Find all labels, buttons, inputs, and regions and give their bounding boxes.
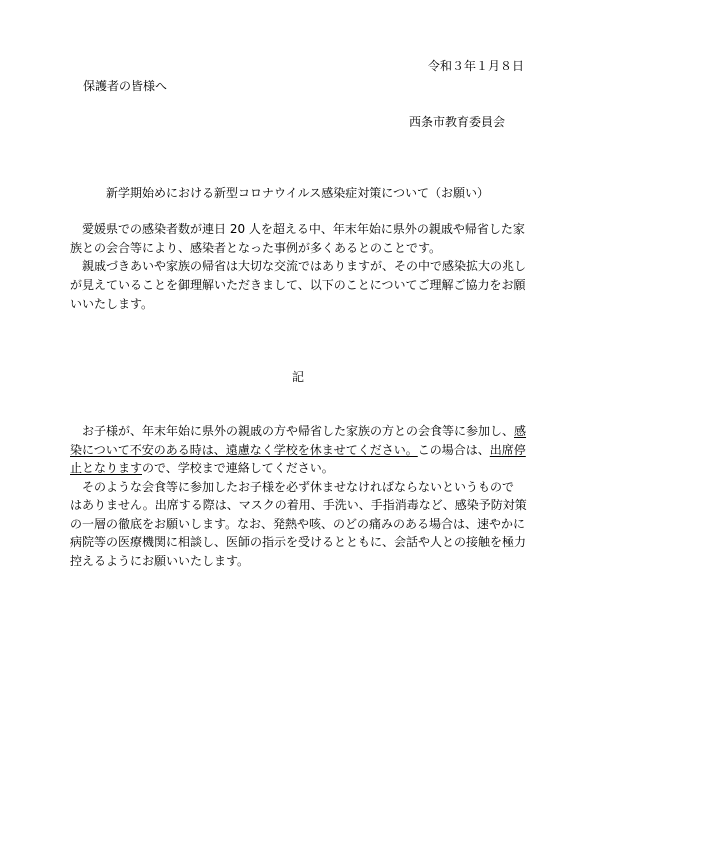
text-line: の一層の徹底をお願いします。なお、発熱や咳、のどの痛みのある場合は、速やかに — [70, 517, 526, 531]
text-line: 控えるようにお願いいたします。 — [70, 554, 250, 568]
text-line: いいたします。 — [70, 297, 154, 311]
text-span: お子様が、年末年始に県外の親戚の方や帰省した家族の方との会食等に参加し、 — [82, 424, 515, 438]
text-line: 愛媛県での感染者数が連日 20 人を超える中、年末年始に県外の親戚や帰省した家 — [82, 222, 525, 236]
underlined-text: 染について不安のある時は、遠慮なく学校を休ませてください。 — [70, 443, 418, 457]
underlined-text: 感 — [514, 424, 527, 438]
text-line: はありません。出席する際は、マスクの着用、手洗い、手指消毒など、感染予防対策 — [70, 498, 527, 512]
text-line: が見えていることを御理解いただきまして、以下のことについてご理解ご協力をお願 — [70, 278, 526, 292]
text-line: 族との会合等により、感染者となった事例が多くあるとのことです。 — [70, 241, 442, 255]
text-span: ので、学校まで連絡してください。 — [142, 461, 334, 475]
underlined-text: 止となります — [70, 461, 143, 475]
underlined-text: 出席停 — [489, 443, 526, 457]
date: 令和３年１月８日 — [428, 59, 525, 73]
sender: 西条市教育委員会 — [409, 115, 506, 129]
ki-heading: 記 — [292, 370, 305, 384]
text-line: そのような会食等に参加したお子様を必ず休ませなければならないというもので — [82, 480, 515, 494]
text-line — [70, 442, 526, 458]
text-line — [70, 460, 334, 476]
document-title: 新学期始めにおける新型コロナウイルス感染症対策について（お願い） — [106, 186, 490, 200]
addressee: 保護者の皆様へ — [83, 79, 168, 93]
text-line — [82, 423, 526, 439]
text-span: この場合は、 — [417, 443, 490, 457]
text-line: 病院等の医療機関に相談し、医師の指示を受けるとともに、会話や人との接触を極力 — [70, 535, 527, 549]
text-line: 親戚づきあいや家族の帰省は大切な交流ではありますが、その中で感染拡大の兆し — [82, 259, 527, 273]
